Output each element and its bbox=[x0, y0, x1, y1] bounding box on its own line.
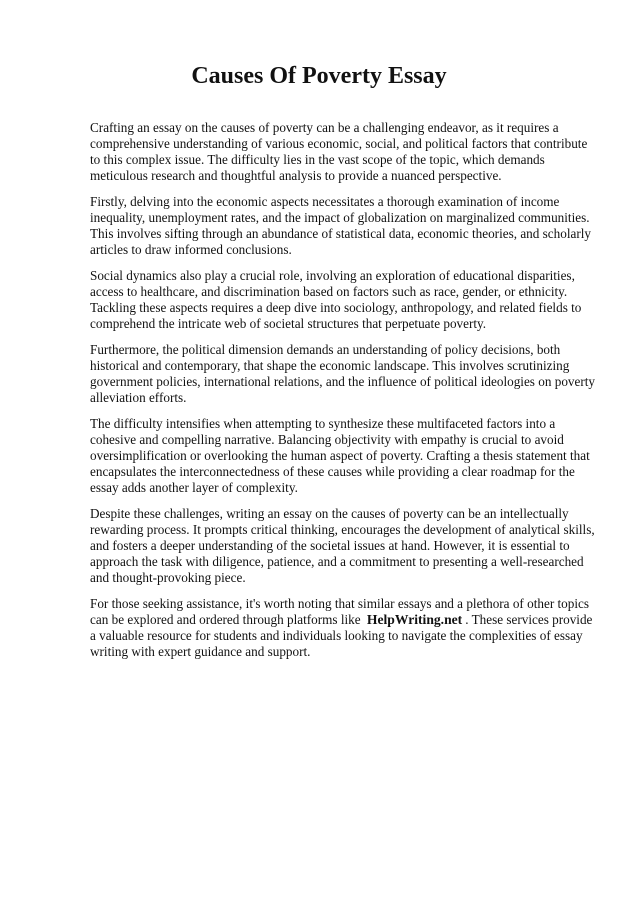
paragraph-synthesis: The difficulty intensifies when attempting to synthesize these multifaceted factors into a cohesive and compelling narrative. Balancing objectivity with empathy is crucial to avoid oversimplification or overlooking the human aspect of poverty. Crafting a thesis statement that encapsulates the interconnectedness of these causes while providing a clear roadmap for the essay adds another layer of complexity. bbox=[90, 416, 590, 495]
paragraph-political: Furthermore, the political dimension demands an understanding of policy decisions, both historical and contemporary, that shape the economic landscape. This involves scrutinizing government policies, international relations, and the influence of political ideologies on poverty alleviation efforts. bbox=[90, 342, 596, 405]
essay-body bbox=[90, 120, 600, 670]
paragraph-assistance bbox=[90, 596, 600, 660]
paragraph-social: Social dynamics also play a crucial role, involving an exploration of educational disparities, access to healthcare, and discrimination based on factors such as race, gender, or ethnicity. Tackling these aspects requires a deep dive into sociology, anthropology, and related fields to comprehend the intricate web of societal structures that perpetuate poverty. bbox=[90, 268, 582, 331]
page-title: Causes Of Poverty Essay bbox=[191, 63, 447, 89]
paragraph-rewarding: Despite these challenges, writing an essay on the causes of poverty can be an intellectually rewarding process. It prompts critical thinking, encourages the development of analytical skills, and fosters a deeper understanding of the societal issues at hand. However, it is essential to approach the task with diligence, patience, and a commitment to presenting a well-researched and thought-provoking piece. bbox=[90, 506, 595, 585]
assistance-text-before: For those seeking assistance, it's worth noting that similar essays and a plethora of other topics can be explored and ordered through platforms like bbox=[90, 596, 590, 627]
helpwriting-link[interactable]: HelpWriting.net bbox=[366, 612, 463, 627]
assistance-text-after: . These services provide a valuable resource for students and individuals looking to navigate the complexities of essay writing with expert guidance and support. bbox=[90, 612, 593, 659]
paragraph-economic: Firstly, delving into the economic aspects necessitates a thorough examination of income inequality, unemployment rates, and the impact of globalization on marginalized communities. This involves sifting through an abundance of statistical data, economic theories, and scholarly articles to draw informed conclusions. bbox=[90, 194, 591, 257]
paragraph-intro: Crafting an essay on the causes of poverty can be a challenging endeavor, as it requires a comprehensive understanding of various economic, social, and political factors that contribute to this complex issue. The difficulty lies in the vast scope of the topic, which demands meticulous research and thoughtful analysis to provide a nuanced perspective. bbox=[90, 120, 588, 183]
